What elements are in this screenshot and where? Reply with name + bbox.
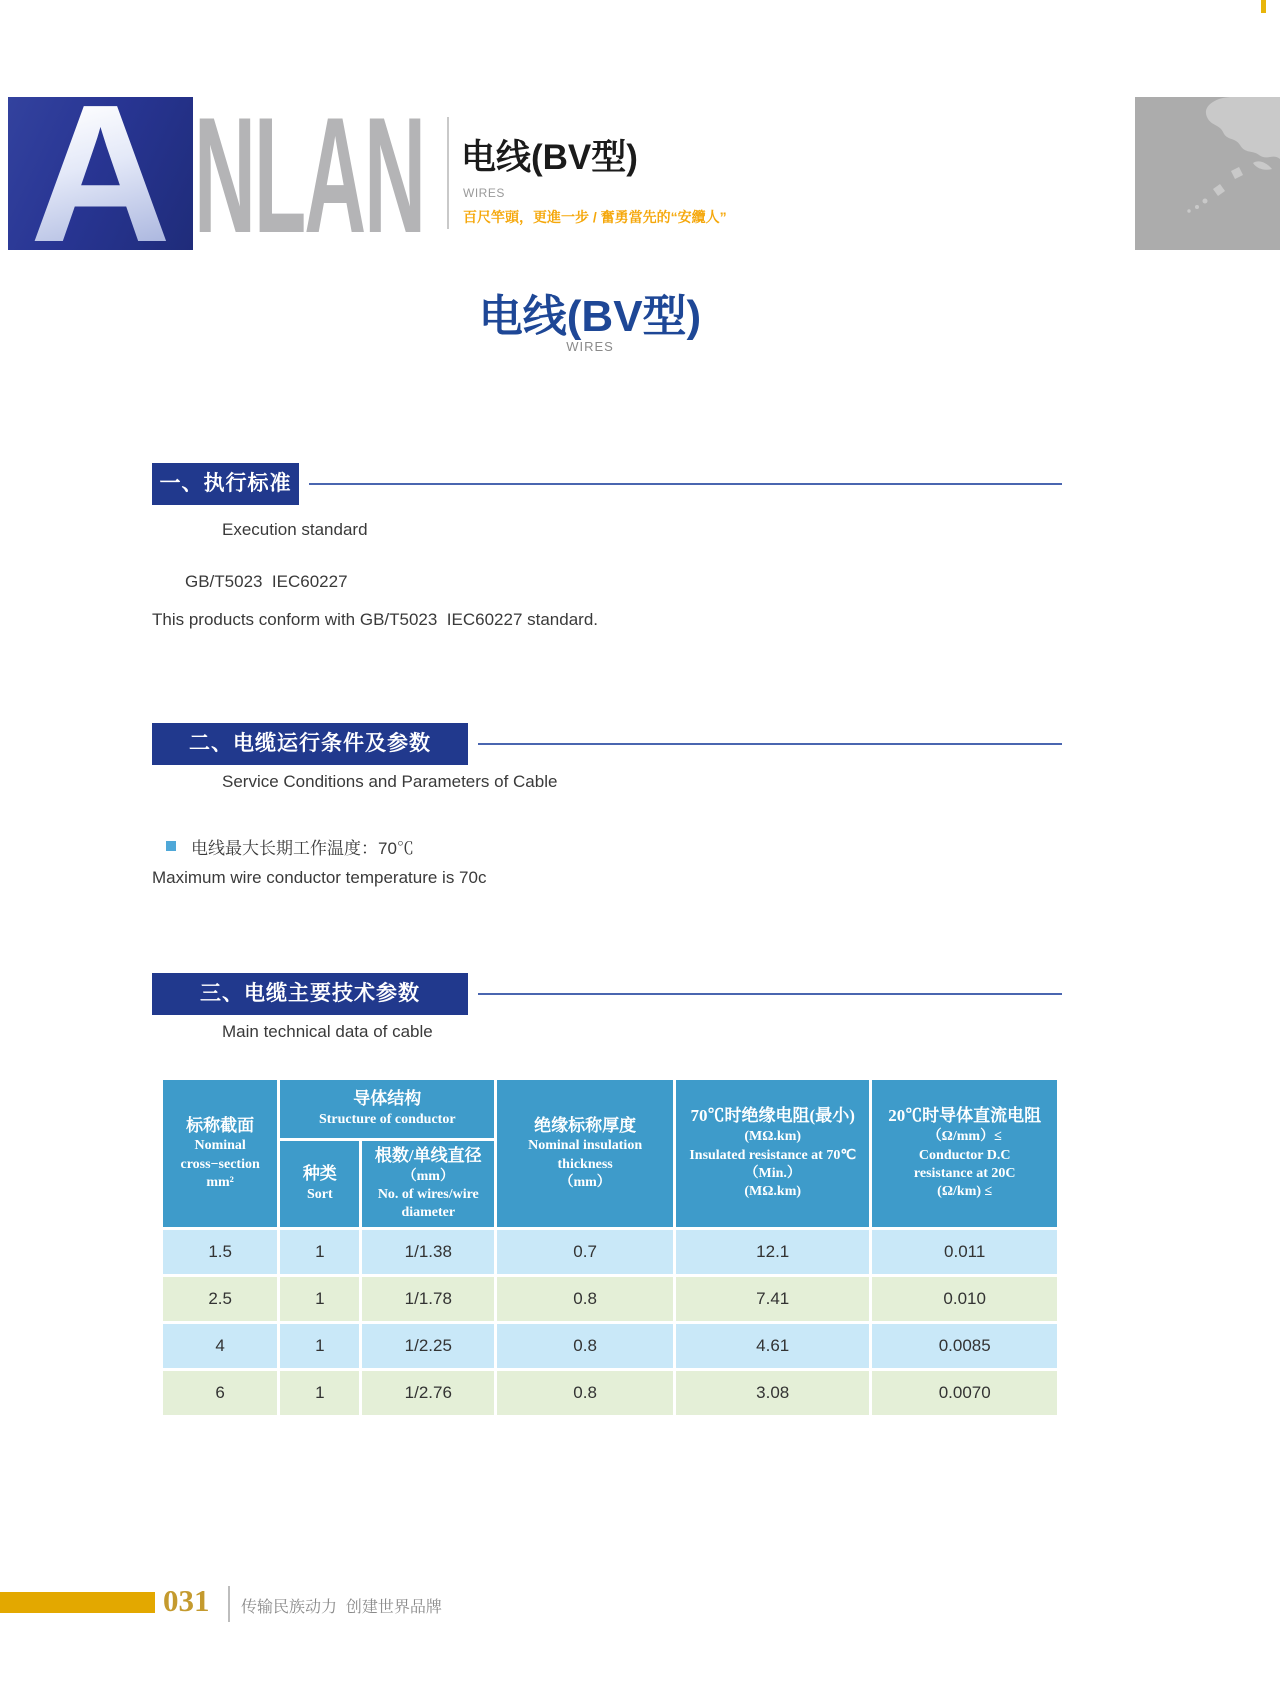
map-image xyxy=(1135,97,1280,250)
logo-wordmark: NLAN xyxy=(194,83,424,267)
cell-cross-section: 1.5 xyxy=(163,1230,277,1274)
cell-cross-section: 4 xyxy=(163,1324,277,1368)
header-product-subtitle: WIRES xyxy=(463,186,505,200)
col-header-conductor-structure-cn: 导体结构 xyxy=(353,1089,422,1109)
section1-rule xyxy=(309,483,1062,485)
section2-rule xyxy=(478,743,1062,745)
cell-wires-diameter: 1/2.76 xyxy=(362,1371,494,1415)
section2-subheading: Service Conditions and Parameters of Cable xyxy=(222,772,558,791)
bullet-square-icon xyxy=(166,841,176,851)
section2-heading: 二、电缆运行条件及参数 xyxy=(152,723,468,765)
col-header-sort-cn: 种类 xyxy=(302,1164,337,1184)
col-header-insulated-resistance-cn: 70℃时绝缘电阻(最小) xyxy=(690,1106,855,1126)
page-number: 031 xyxy=(163,1583,210,1618)
cell-insulated-resistance: 7.41 xyxy=(676,1277,869,1321)
col-header-dc-resistance-en1: Conductor D.C xyxy=(918,1147,1011,1163)
col-header-dc-resistance-cn: 20℃时导体直流电阻 xyxy=(888,1106,1042,1126)
footer-accent-bar xyxy=(0,1592,155,1613)
col-header-insulated-resistance xyxy=(676,1080,869,1227)
section2-bullet-cn: 电线最大长期工作温度：70℃ xyxy=(191,839,414,858)
cell-insulated-resistance: 4.61 xyxy=(676,1324,869,1368)
cell-thickness: 0.7 xyxy=(497,1230,673,1274)
col-header-cross-section-unit: mm² xyxy=(206,1174,234,1190)
col-header-cross-section xyxy=(163,1080,277,1227)
table-row xyxy=(163,1371,1057,1415)
section1-heading: 一、执行标准 xyxy=(152,463,299,505)
section3-rule xyxy=(478,993,1062,995)
col-header-insulated-resistance-min: （Min.） xyxy=(744,1165,801,1181)
col-header-insulated-resistance-unit1: (MΩ.km) xyxy=(744,1129,802,1145)
cell-wires-diameter: 1/1.78 xyxy=(362,1277,494,1321)
col-header-sort xyxy=(280,1141,359,1227)
page-title: 电线(BV型) xyxy=(478,292,702,341)
cell-insulated-resistance: 3.08 xyxy=(676,1371,869,1415)
col-header-dc-resistance xyxy=(872,1080,1057,1227)
footer-slogan: 传输民族动力 创建世界品牌 xyxy=(241,1599,442,1616)
section1-standard-codes: GB/T5023 IEC60227 xyxy=(185,572,348,591)
section1-subheading: Execution standard xyxy=(222,520,368,539)
col-header-dc-resistance-unit2: (Ω/km) ≤ xyxy=(937,1183,993,1199)
col-header-insulated-resistance-en: Insulated resistance at 70℃ xyxy=(689,1147,857,1163)
col-header-insulated-resistance-unit2: (MΩ.km) xyxy=(744,1183,802,1199)
alaska-map-icon xyxy=(1135,97,1280,250)
col-header-wires-diameter-en1: No. of wires/wire xyxy=(377,1187,479,1203)
col-header-conductor-structure-en: Structure of conductor xyxy=(318,1112,456,1128)
header-divider xyxy=(447,117,449,229)
col-header-dc-resistance-en2: resistance at 20C xyxy=(913,1165,1016,1181)
col-header-cross-section-cn: 标称截面 xyxy=(186,1115,255,1135)
header-product-title: 电线(BV型) xyxy=(461,138,638,177)
col-header-wires-diameter-cn: 根数/单线直径 xyxy=(374,1146,482,1165)
logo-letter-a: A xyxy=(8,97,193,250)
cell-dc-resistance: 0.0085 xyxy=(872,1324,1057,1368)
col-header-wires-diameter-unit: （mm） xyxy=(402,1168,454,1184)
col-header-sort-en: Sort xyxy=(306,1187,333,1203)
col-header-insulation-thickness-unit: （mm） xyxy=(559,1174,611,1190)
cell-wires-diameter: 1/1.38 xyxy=(362,1230,494,1274)
col-header-cross-section-en2: cross−section xyxy=(180,1156,260,1172)
cell-sort: 1 xyxy=(280,1371,359,1415)
cell-dc-resistance: 0.0070 xyxy=(872,1371,1057,1415)
col-header-wires-diameter xyxy=(362,1141,494,1227)
col-header-insulation-thickness-en1: Nominal insulation xyxy=(528,1138,643,1154)
col-header-wires-diameter-en2: diameter xyxy=(401,1205,456,1221)
cell-sort: 1 xyxy=(280,1324,359,1368)
table-row xyxy=(163,1230,1057,1274)
page-subtitle: WIRES xyxy=(566,339,614,354)
table-row xyxy=(163,1324,1057,1368)
col-header-dc-resistance-unit1: （Ω/mm）≤ xyxy=(927,1129,1002,1145)
cell-thickness: 0.8 xyxy=(497,1371,673,1415)
cell-dc-resistance: 0.010 xyxy=(872,1277,1057,1321)
cell-dc-resistance: 0.011 xyxy=(872,1230,1057,1274)
cell-wires-diameter: 1/2.25 xyxy=(362,1324,494,1368)
section3-heading: 三、电缆主要技术参数 xyxy=(152,973,468,1015)
cell-thickness: 0.8 xyxy=(497,1277,673,1321)
footer-divider xyxy=(228,1586,230,1622)
section3-subheading: Main technical data of cable xyxy=(222,1022,433,1041)
cell-sort: 1 xyxy=(280,1230,359,1274)
cell-cross-section: 6 xyxy=(163,1371,277,1415)
col-header-insulation-thickness xyxy=(497,1080,673,1227)
section1-standard-note: This products conform with GB/T5023 IEC60227 standard. xyxy=(152,610,599,629)
table-row xyxy=(163,1277,1057,1321)
cell-thickness: 0.8 xyxy=(497,1324,673,1368)
col-header-cross-section-en1: Nominal xyxy=(194,1138,246,1154)
cell-sort: 1 xyxy=(280,1277,359,1321)
cell-cross-section: 2.5 xyxy=(163,1277,277,1321)
cell-insulated-resistance: 12.1 xyxy=(676,1230,869,1274)
page-corner-mark xyxy=(1261,0,1266,13)
header-tagline: 百尺竿頭，更進一步 / 奮勇當先的“安纜人” xyxy=(463,209,727,225)
section2-bullet-en: Maximum wire conductor temperature is 70c xyxy=(152,868,487,887)
col-header-conductor-structure xyxy=(280,1080,494,1138)
col-header-insulation-thickness-en2: thickness xyxy=(557,1156,613,1172)
col-header-insulation-thickness-cn: 绝缘标称厚度 xyxy=(534,1115,637,1135)
technical-data-table xyxy=(160,1077,1060,1418)
logo xyxy=(8,64,193,283)
